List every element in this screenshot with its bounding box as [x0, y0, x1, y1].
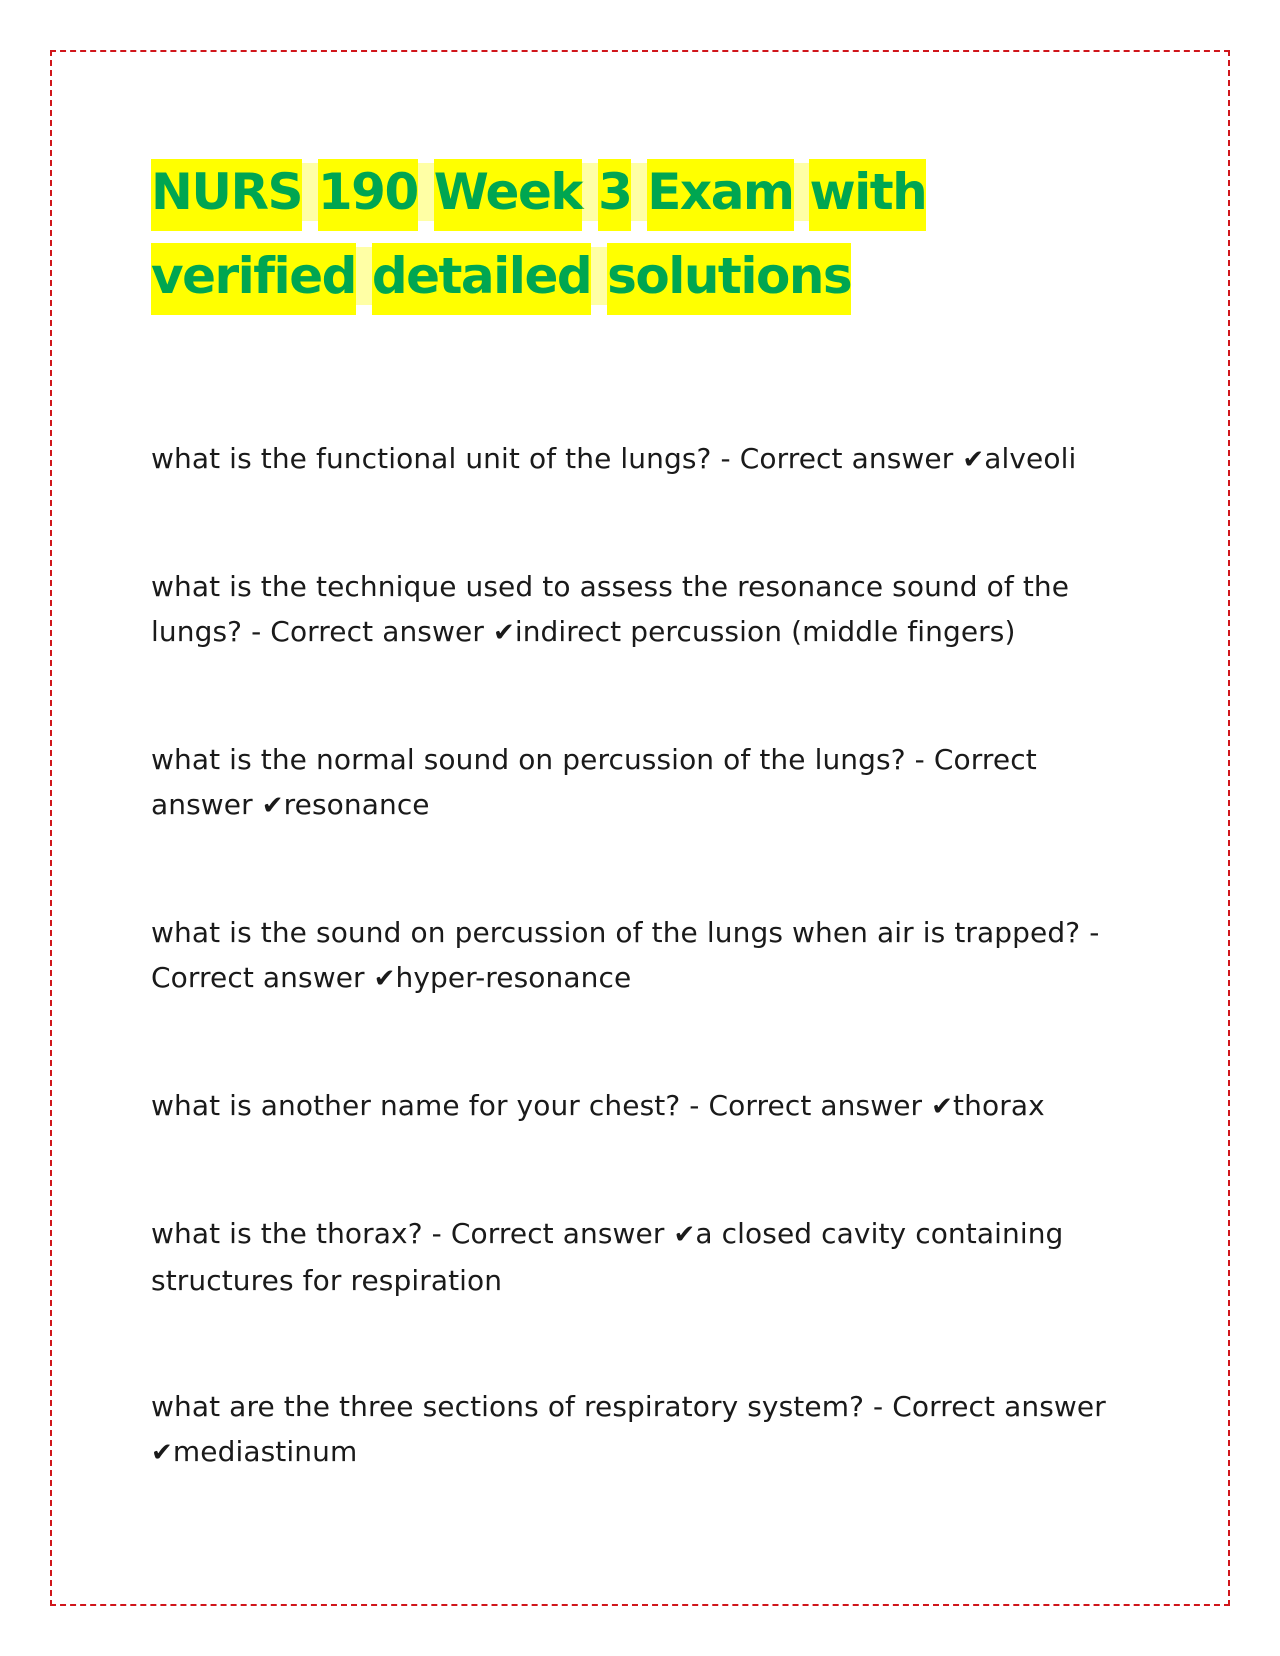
title-word: NURS: [151, 159, 302, 231]
title-word: solutions: [607, 243, 851, 315]
answer-text: indirect percussion (middle fingers): [514, 615, 1016, 648]
qa-item: [151, 1083, 1131, 1130]
answer-text: resonance: [283, 788, 430, 821]
answer-text: alveoli: [984, 442, 1077, 475]
question-text: what are the three sections of respiratory system? - Correct answer: [151, 1390, 1106, 1423]
checkmark-icon: ✔: [373, 964, 396, 994]
qa-item: [151, 1384, 1131, 1476]
checkmark-icon: ✔: [151, 1438, 173, 1468]
question-text: what is the sound on percussion of the lungs when air is trapped? - Correct answer: [151, 916, 1100, 994]
checkmark-icon: ✔: [931, 1092, 954, 1122]
checkmark-icon: ✔: [492, 618, 515, 648]
title-word: detailed: [372, 243, 591, 315]
qa-item: [151, 737, 1131, 829]
title-word: Exam: [647, 159, 793, 231]
title-word: with: [809, 159, 926, 231]
qa-list: [151, 436, 1131, 1476]
answer-text: thorax: [953, 1089, 1045, 1122]
question-text: what is the functional unit of the lungs? - Correct answer: [151, 442, 963, 475]
qa-item: [151, 910, 1131, 1002]
checkmark-icon: ✔: [673, 1220, 696, 1250]
qa-item: [151, 1211, 1131, 1303]
answer-text: mediastinum: [172, 1435, 358, 1468]
title-word: 190: [318, 159, 418, 231]
document-title: [151, 150, 1131, 318]
question-text: what is the thorax? - Correct answer: [151, 1217, 674, 1250]
checkmark-icon: ✔: [962, 445, 985, 475]
title-word: verified: [151, 243, 356, 315]
question-text: what is another name for your chest? - Correct answer: [151, 1089, 932, 1122]
answer-text: a closed cavity containing structures for respiration: [151, 1217, 1064, 1297]
checkmark-icon: ✔: [261, 791, 284, 821]
title-word: Week: [434, 159, 582, 231]
question-text: what is the normal sound on percussion of the lungs? - Correct answer: [151, 743, 1037, 821]
title-word: 3: [598, 159, 631, 231]
qa-item: [151, 564, 1131, 656]
answer-text: hyper-resonance: [395, 961, 632, 994]
qa-item: [151, 436, 1131, 483]
question-text: what is the technique used to assess the resonance sound of the lungs? - Correct answer: [151, 570, 1070, 648]
document-content: [151, 150, 1131, 1557]
